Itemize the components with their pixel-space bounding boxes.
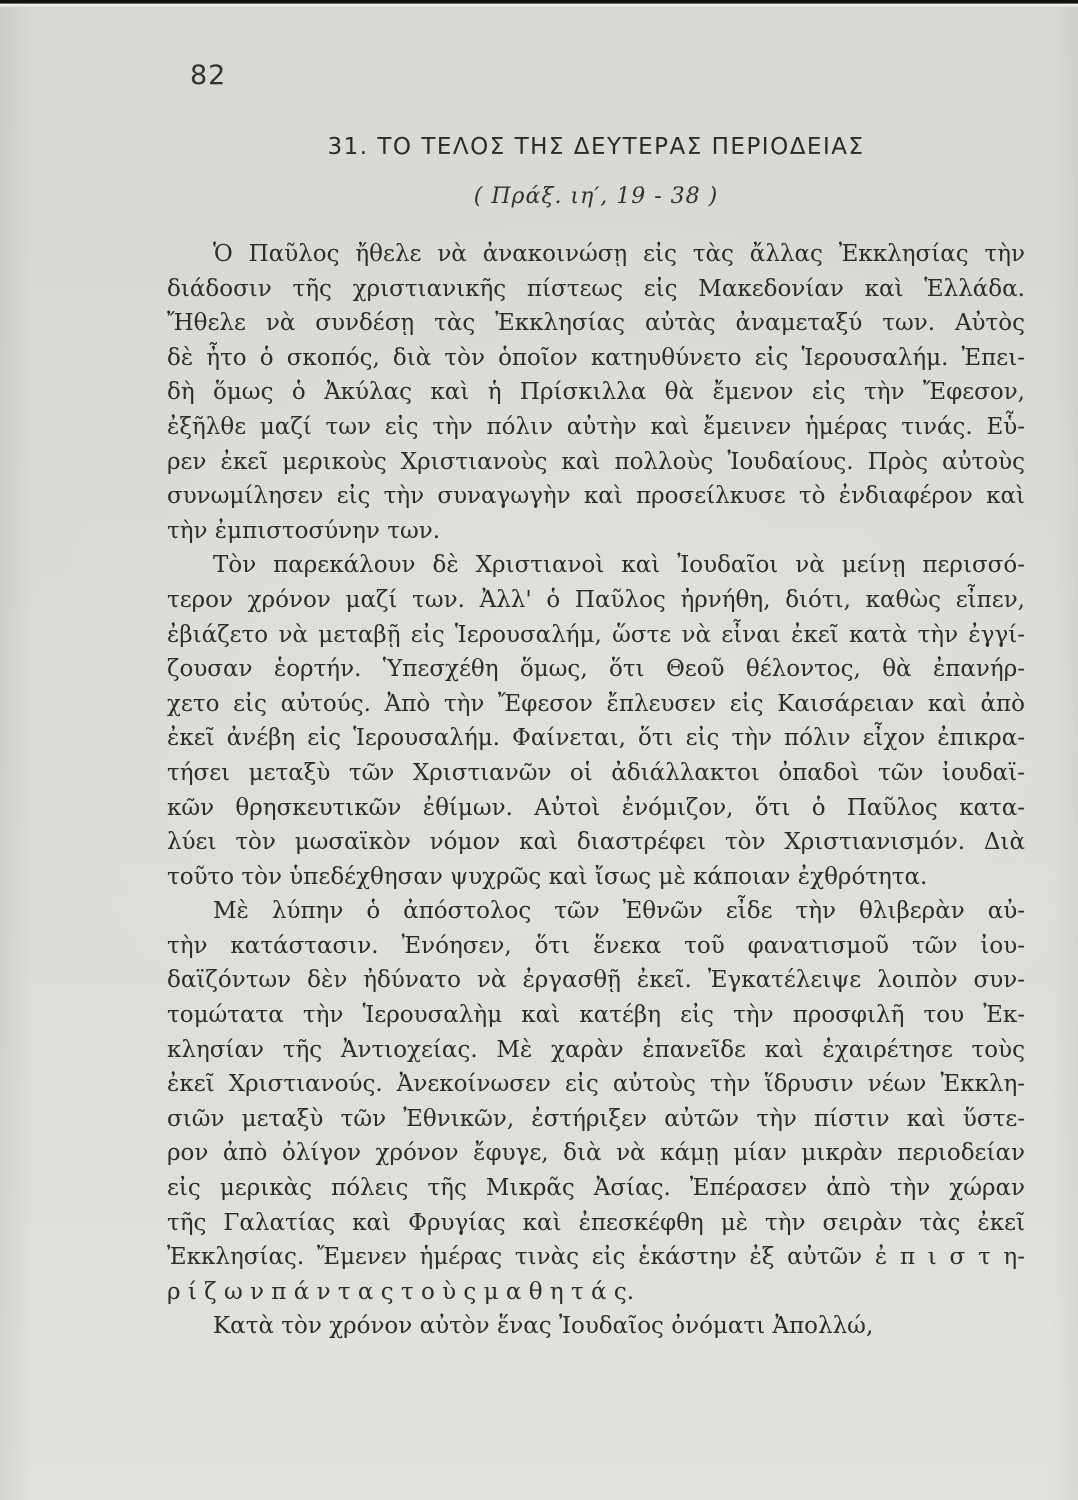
text-line: δὲ ἦτο ὁ σκοπός, διὰ τὸν ὁποῖον κατηυθύνετο εἰς Ἱερουσαλήμ. Ἐπει- — [167, 344, 1025, 371]
text-line: Κατὰ τὸν χρόνον αὐτὸν ἕνας Ἰουδαῖος ὀνόματι Ἀπολλώ, — [213, 1313, 874, 1340]
text-line: εἰς μερικὰς πόλεις τῆς Μικρᾶς Ἀσίας. Ἐπέρασεν ἀπὸ τὴν χώραν — [167, 1175, 1025, 1202]
text-line: τοῦτο τὸν ὑπεδέχθησαν ψυχρῶς καὶ ἴσως μὲ κάποιαν ἐχθρότητα. — [167, 863, 928, 890]
text-line: ἐκεῖ Χριστιανούς. Ἀνεκοίνωσεν εἰς αὐτοὺς τὴν ἵδρυσιν νέων Ἐκκλη- — [167, 1071, 1025, 1098]
text-line: χετο εἰς αὐτούς. Ἀπὸ τὴν Ἔφεσον ἔπλευσεν εἰς Καισάρειαν καὶ ἀπὸ — [167, 690, 1025, 717]
text-line: ἐκεῖ ἀνέβη εἰς Ἱερουσαλήμ. Φαίνεται, ὅτι εἰς τὴν πόλιν εἶχον ἐπικρα- — [167, 725, 1025, 752]
text-line: κλησίαν τῆς Ἀντιοχείας. Μὲ χαρὰν ἐπανεῖδε καὶ ἐχαιρέτησε τοὺς — [167, 1036, 1025, 1063]
text-line: ἐξῆλθε μαζί των εἰς τὴν πόλιν αὐτὴν καὶ ἔμεινεν ἡμέρας τινάς. Εὗ- — [167, 413, 1025, 440]
text-line: διάδοσιν τῆς χριστιανικῆς πίστεως εἰς Μακεδονίαν καὶ Ἑλλάδα. — [167, 275, 1025, 302]
section-subtitle: ( Πράξ. ιη′, 19 - 38 ) — [473, 184, 719, 209]
text-line: ρον ἀπὸ ὀλίγον χρόνον ἔφυγε, διὰ νὰ κάμῃ μίαν μικρὰν περιοδείαν — [167, 1140, 1025, 1167]
text-line: τερον χρόνον μαζί των. Ἀλλ' ὁ Παῦλος ἠρνήθη, διότι, καθὼς εἶπεν, — [167, 586, 1025, 613]
text-line: ρ ί ζ ω ν π ά ν τ α ς τ ο ὺ ς μ α θ η τ ά ς. — [167, 1278, 635, 1305]
text-line: ἐβιάζετο νὰ μεταβῇ εἰς Ἱερουσαλήμ, ὥστε νὰ εἶναι ἐκεῖ κατὰ τὴν ἐγγί- — [167, 621, 1025, 648]
text-line: δὴ ὅμως ὁ Ἀκύλας καὶ ἡ Πρίσκιλλα θὰ ἔμενον εἰς τὴν Ἔφεσον, — [167, 379, 1025, 406]
text-line: δαϊζόντων δὲν ἠδύνατο νὰ ἐργασθῇ ἐκεῖ. Ἐγκατέλειψε λοιπὸν συν- — [167, 967, 1025, 994]
text-line: τήσει μεταξὺ τῶν Χριστιανῶν οἱ ἀδιάλλακτοι ὀπαδοὶ τῶν ἰουδαϊ- — [167, 759, 1025, 786]
body-text — [167, 237, 1025, 1344]
text-line: ρεν ἐκεῖ μερικοὺς Χριστιανοὺς καὶ πολλοὺς Ἰουδαίους. Πρὸς αὐτοὺς — [167, 448, 1025, 475]
text-line: τὴν κατάστασιν. Ἐνόησεν, ὅτι ἕνεκα τοῦ φανατισμοῦ τῶν ἰου- — [167, 932, 1025, 959]
text-line: τομώτατα τὴν Ἱερουσαλὴμ καὶ κατέβη εἰς τὴν προσφιλῆ του Ἐκ- — [167, 1002, 1025, 1029]
page-top-edge — [0, 0, 1078, 7]
text-line: λύει τὸν μωσαϊκὸν νόμον καὶ διαστρέφει τὸν Χριστιανισμόν. Διὰ — [167, 829, 1025, 856]
text-line: τῆς Γαλατίας καὶ Φρυγίας καὶ ἐπεσκέφθη μὲ τὴν σειρὰν τὰς ἐκεῖ — [167, 1209, 1025, 1236]
text-line: Ὁ Παῦλος ἤθελε νὰ ἀνακοινώσῃ εἰς τὰς ἄλλας Ἐκκλησίας τὴν — [213, 241, 1025, 267]
text-line: τὴν ἐμπιστοσύνην των. — [167, 517, 441, 544]
section-heading: 31. ΤΟ ΤΕΛΟΣ ΤΗΣ ΔΕΥΤΕΡΑΣ ΠΕΡΙΟΔΕΙΑΣ — [327, 134, 865, 160]
text-line: Μὲ λύπην ὁ ἀπόστολος τῶν Ἐθνῶν εἶδε τὴν θλιβερὰν αὐ- — [213, 898, 1025, 925]
text-line: κῶν θρησκευτικῶν ἐθίμων. Αὐτοὶ ἐνόμιζον, ὅτι ὁ Παῦλος κατα- — [167, 794, 1025, 821]
text-line: Ἐκκλησίας. Ἔμενεν ἡμέρας τινὰς εἰς ἑκάστην ἐξ αὐτῶν ἐ π ι σ τ η- — [167, 1244, 1025, 1271]
text-line: Τὸν παρεκάλουν δὲ Χριστιανοὶ καὶ Ἰουδαῖοι νὰ μείνῃ περισσό- — [213, 552, 1025, 579]
text-line: Ἤθελε νὰ συνδέσῃ τὰς Ἐκκλησίας αὐτὰς ἀναμεταξύ των. Αὐτὸς — [167, 310, 1025, 337]
text-line: συνωμίλησεν εἰς τὴν συναγωγὴν καὶ προσείλκυσε τὸ ἐνδιαφέρον καὶ — [167, 483, 1025, 510]
text-line: ζουσαν ἑορτήν. Ὑπεσχέθη ὅμως, ὅτι Θεοῦ θέλοντος, θὰ ἐπανήρ- — [167, 656, 1025, 683]
page-number: 82 — [190, 60, 227, 91]
text-line: σιῶν μεταξὺ τῶν Ἐθνικῶν, ἐστήριξεν αὐτῶν τὴν πίστιν καὶ ὕστε- — [167, 1105, 1025, 1132]
